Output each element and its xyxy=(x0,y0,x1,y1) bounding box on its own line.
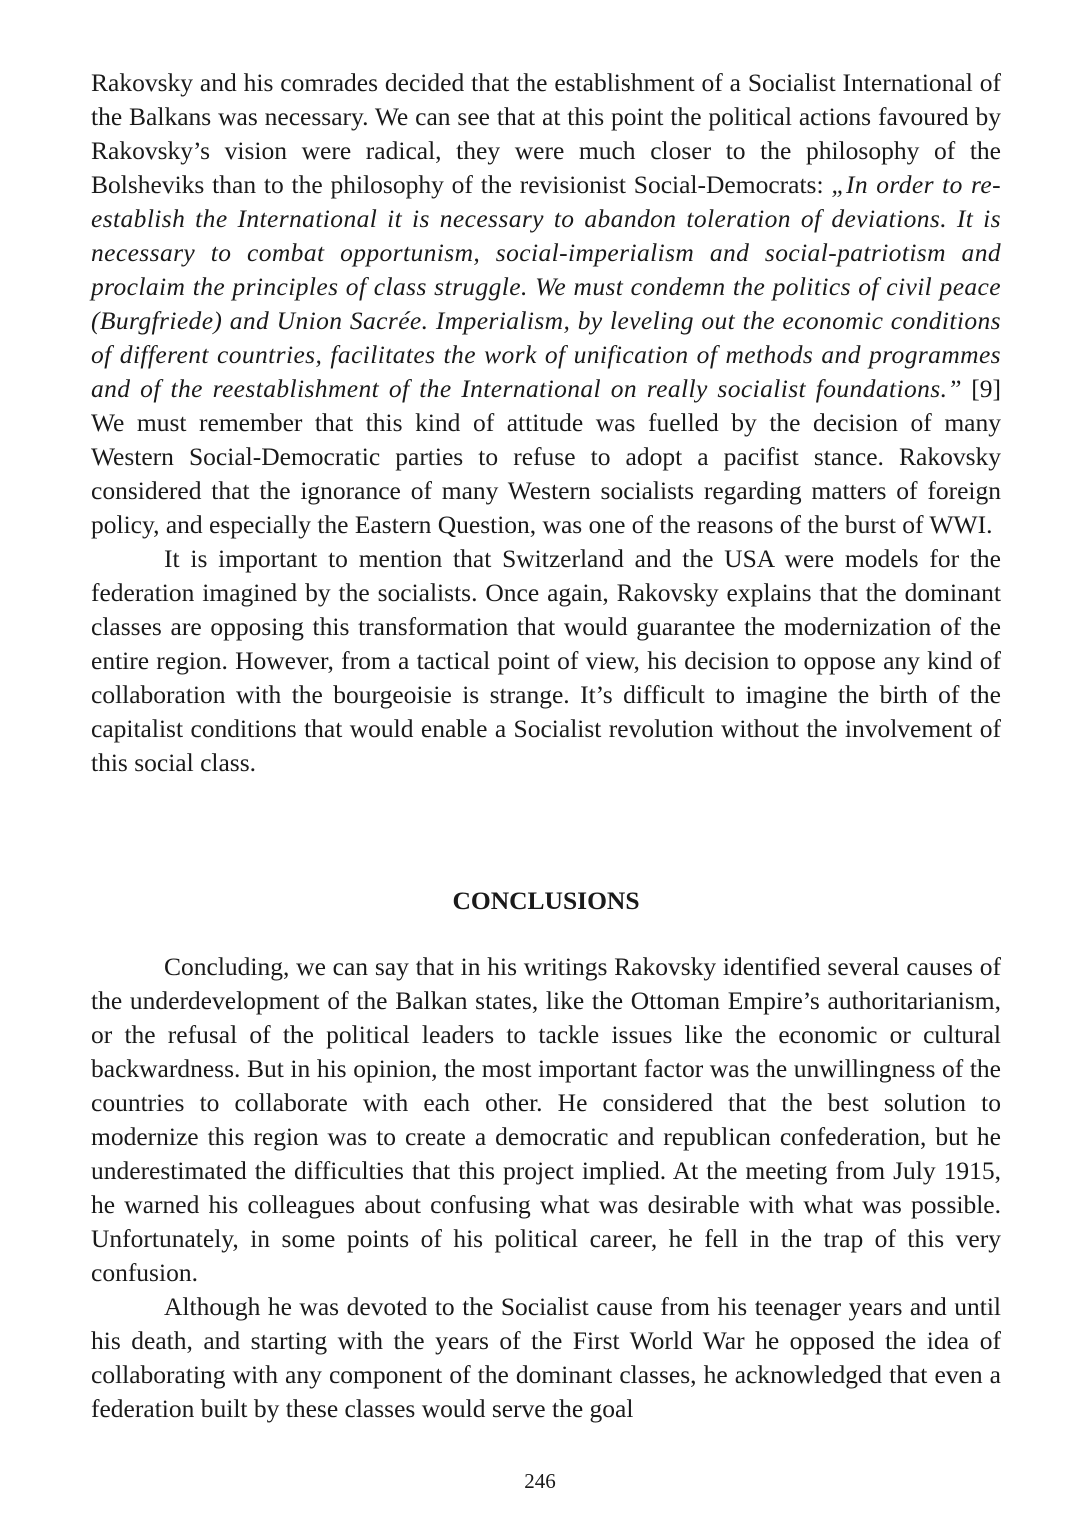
paragraph-tail: [9] We must remember that this kind of attitude was fuelled by the decision of many Western Social-Democratic parties to refuse to adopt a pacifist stance. Rakovsky considered that the ignorance of many Western socialists regarding matters of foreign policy, and especially the Eastern Question, was one of the reasons of the burst of WWI. xyxy=(91,374,1001,539)
rakovsky-quote: „In order to re-establish the International it is necessary to abandon toleration of deviations. It is necessary to combat opportunism, social-imperialism and social-patriotism and proclaim the principles of class struggle. We must condemn the politics of civil peace (Burgfriede) and Union Sacrée. Imperialism, by leveling out the economic conditions of different countries, facilitates the work of unification of methods and programmes and of the reestablishment of the International on really socialist foundations.” xyxy=(91,170,1001,403)
section-heading-conclusions: CONCLUSIONS xyxy=(452,886,640,915)
conclusions-paragraph-1: Concluding, we can say that in his writings Rakovsky identified several causes of the underdevelopment of the Balkan states, like the Ottoman Empire’s authoritarianism, or the refusal of the political leaders to tackle issues like the economic or cultural backwardness. But in his opinion, the most important factor was the unwillingness of the countries to collaborate with each other. He considered that the best solution to modernize this region was to create a democratic and republican confederation, but he underestimated the difficulties that this project implied. At the meeting from July 1915, he warned his colleagues about confusing what was desirable with what was possible. Unfortunately, in some points of his political career, he fell in the trap of this very confusion. xyxy=(91,952,1001,1287)
paragraph-lead: Rakovsky and his comrades decided that the establishment of a Socialist International of the Balkans was necessary. We can see that at this point the political actions favoured by Rakovsky’s vision were radical, they were much closer to the philosophy of the Bolsheviks than to the philosophy of the revisionist Social-Democrats: xyxy=(91,68,1001,199)
body-paragraph-2: It is important to mention that Switzerland and the USA were models for the federation imagined by the socialists. Once again, Rakovsky explains that the dominant classes are opposing this transformation that would guarantee the modernization of the entire region. However, from a tactical point of view, his decision to oppose any kind of collaboration with the bourgeoisie is strange. It’s difficult to imagine the birth of the capitalist conditions that would enable a Socialist revolution without the involvement of this social class. xyxy=(91,544,1001,777)
conclusions-text xyxy=(91,950,1001,1426)
body-paragraph-1 xyxy=(91,66,1001,542)
conclusions-paragraph-2: Although he was devoted to the Socialist cause from his teenager years and until his death, and starting with the years of the First World War he opposed the idea of collaborating with any component of the dominant classes, he acknowledged that even a federation built by these classes would serve the goal xyxy=(91,1292,1001,1423)
page-number: 246 xyxy=(524,1469,556,1493)
body-text xyxy=(91,66,1001,780)
